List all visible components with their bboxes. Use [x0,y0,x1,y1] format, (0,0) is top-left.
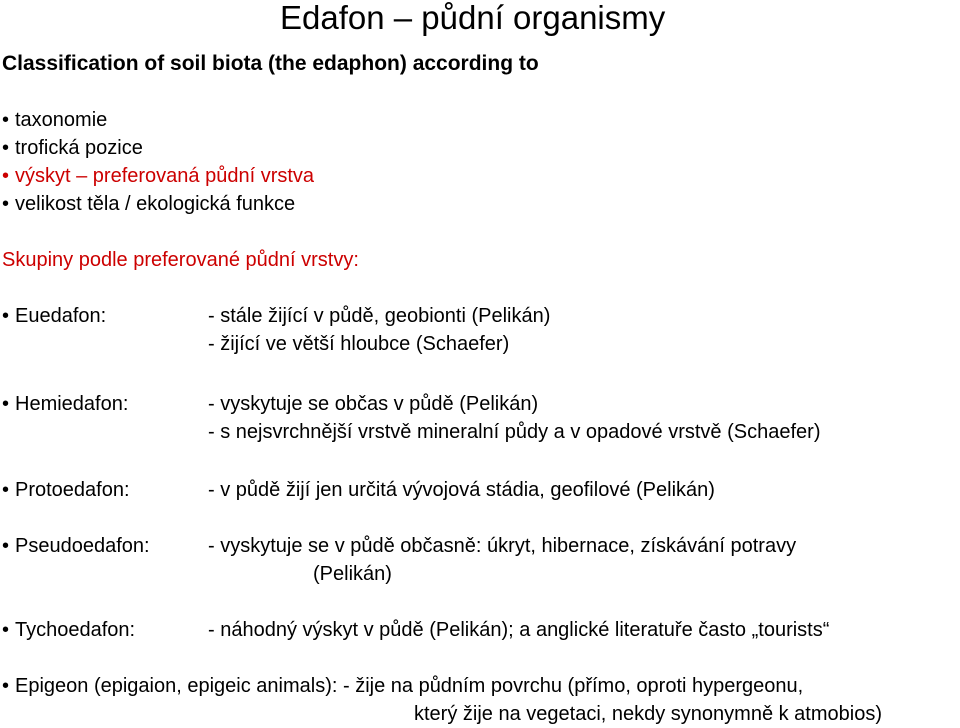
bullet-icon: • [2,535,10,557]
criteria-item: • trofická pozice [2,134,143,162]
criteria-item-highlighted: • výskyt – preferovaná půdní vrstva [2,162,314,190]
group-name-euedafon: • Euedafon: [2,302,106,330]
bullet-icon: • [2,109,10,131]
epigeon-definition: • Epigeon (epigaion, epigeic animals): - žije na půdním povrchu (přímo, oproti hypergeonu, [2,672,803,700]
bullet-icon: • [2,619,10,641]
group-definition-line: - náhodný výskyt v půdě (Pelikán); a anglické literatuře často „tourists“ [208,619,830,641]
group-definition-line: (Pelikán) [313,563,392,585]
group-name-tychoedafon: • Tychoedafon: [2,616,135,644]
page-title: Edafon – půdní organismy [280,0,666,36]
group-definition-line: - s nejsvrchnější vrstvě mineralní půdy a v opadové vrstvě (Schaefer) [208,421,821,443]
bullet-icon: • [2,165,10,187]
group-definition-line: - žijící ve větší hloubce (Schaefer) [208,333,510,355]
epigeon-definition-continuation: který žije na vegetaci, nekdy synonymně k atmobios) [414,703,882,725]
bullet-icon: • [2,393,10,415]
bullet-icon: • [2,479,10,501]
group-definition-line: - v půdě žijí jen určitá vývojová stádia, geofilové (Pelikán) [208,479,715,501]
bullet-icon: • [2,193,10,215]
bullet-icon: • [2,305,10,327]
group-name-protoedafon: • Protoedafon: [2,476,130,504]
bullet-icon: • [2,137,10,159]
group-definition-line: - vyskytuje se v půdě občasně: úkryt, hibernace, získávání potravy [208,535,797,557]
group-name-hemiedafon: • Hemiedafon: [2,390,128,418]
bullet-icon: • [2,675,10,697]
criteria-item: • velikost těla / ekologická funkce [2,190,295,218]
criteria-item: • taxonomie [2,106,107,134]
group-definition-line: - vyskytuje se občas v půdě (Pelikán) [208,393,539,415]
group-definition-line: - stále žijící v půdě, geobionti (Pelikán) [208,305,551,327]
group-name-pseudoedafon: • Pseudoedafon: [2,532,150,560]
groups-heading: Skupiny podle preferované půdní vrstvy: [2,249,359,271]
subtitle: Classification of soil biota (the edaphon) according to [2,52,539,75]
